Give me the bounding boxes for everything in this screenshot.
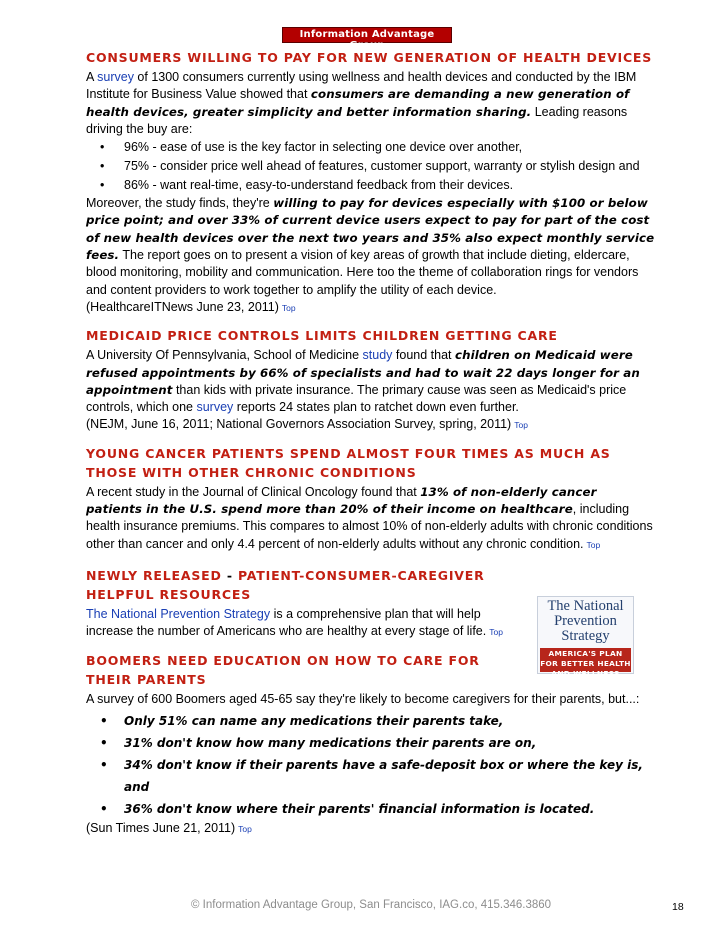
top-link[interactable]: Top — [489, 627, 503, 638]
source-line — [86, 299, 656, 317]
section-title: CONSUMERS WILLING TO PAY FOR NEW GENERATION OF HEALTH DEVICES — [86, 50, 653, 65]
page-number: 18 — [672, 901, 684, 913]
source-text: (NEJM, June 16, 2011; National Governors Association Survey, spring, 2011) — [86, 417, 512, 432]
list-item — [86, 732, 656, 754]
cover-subtitle: AMERICA'S PLAN FOR BETTER HEALTH AND WELLNESS — [540, 649, 631, 678]
source-text: (HealthcareITNews June 23, 2011) — [86, 299, 279, 314]
top-link[interactable]: Top — [238, 823, 252, 834]
prevention-strategy-cover[interactable] — [537, 596, 634, 678]
list-item-text: 31% don't know how many medications their parents are on, — [124, 735, 537, 750]
bullet-icon: • — [100, 178, 105, 193]
list-item-text: 34% don't know if their parents have a safe-deposit box or where the key is, and — [124, 757, 643, 794]
section-resources — [86, 566, 516, 642]
source-line — [86, 416, 656, 434]
section-title: YOUNG CANCER PATIENTS SPEND ALMOST FOUR TIMES AS MUCH AS THOSE WITH OTHER CHRONIC CONDITIONS — [86, 445, 611, 480]
bullet-icon: • — [100, 140, 105, 155]
footer-copyright: © Information Advantage Group, San Francisco, IAG.co, 415.346.3860 — [191, 899, 552, 911]
list-item — [86, 710, 656, 732]
survey-link[interactable]: survey — [97, 70, 134, 84]
paragraph — [86, 69, 656, 138]
bullet-icon: • — [100, 159, 105, 174]
cover-banner — [540, 648, 631, 678]
text: A — [86, 70, 98, 84]
cover-title: The National Prevention Strategy — [547, 598, 624, 644]
top-link[interactable]: Top — [514, 420, 528, 431]
source-text: (Sun Times June 21, 2011) — [86, 820, 236, 835]
text: found that — [392, 348, 455, 363]
list-item — [86, 157, 656, 176]
paragraph — [86, 484, 656, 554]
list-item — [86, 754, 656, 798]
bullet-icon: • — [100, 801, 108, 816]
list-item — [86, 138, 656, 157]
section-title — [86, 566, 516, 604]
section-cancer-costs — [86, 444, 656, 554]
list-item — [86, 176, 656, 195]
paragraph — [86, 347, 656, 416]
section-title: MEDICAID PRICE CONTROLS LIMITS CHILDREN GETTING CARE — [86, 328, 558, 344]
survey-link[interactable]: survey — [196, 400, 234, 415]
list-item-text: Only 51% can name any medications their parents take, — [124, 713, 504, 728]
highlight-text: children on Medicaid were refused appointments by 66% of specialists and had to wait 22 days longer for an appointment — [86, 348, 640, 397]
text: reports 24 states plan to ratchet down even further. — [233, 400, 519, 415]
bullet-list — [86, 138, 656, 195]
bullet-icon: • — [100, 757, 108, 772]
list-item-text: 86% - want real-time, easy-to-understand feedback from their devices. — [124, 178, 514, 193]
highlight-text: consumers are demanding a new generation of health devices, greater simplicity and better information sharing. — [86, 87, 630, 119]
study-link[interactable]: study — [362, 348, 393, 363]
text: , including health insurance premiums. This compares to almost 10% of non-elderly adults with chronic conditions other than cancer and only 4.4 percent of non-elderly adults without any chronic condition. — [86, 502, 653, 551]
list-item-text: 96% - ease of use is the key factor in selecting one device over another, — [124, 140, 523, 155]
section-medicaid — [86, 326, 656, 434]
highlight-text: willing to pay for devices especially with $100 or below price point; and over 33% of current device users expect to pay for part of the cost of new health devices over the next two years and 35% also expect monthly service fees. — [86, 196, 655, 263]
text: The report goes on to present a vision of key areas of growth that include dieting, eldercare, blood monitoring, mobility and communication. Here too the theme of collaboration rings for vendors and content providers to work together to amplify the utility of each device. — [86, 248, 639, 297]
section-title: BOOMERS NEED EDUCATION ON HOW TO CARE FOR THEIR PARENTS — [86, 652, 480, 687]
list-item-text: 75% - consider price well ahead of features, customer support, warranty or stylish design and — [124, 159, 640, 174]
top-link[interactable]: Top — [586, 539, 601, 550]
section-health-devices — [86, 48, 656, 317]
page-content — [86, 48, 656, 838]
highlight-text: 13% of non-elderly cancer patients in the U.S. spend more than 20% of their income on healthcare — [86, 484, 597, 517]
text: A University Of Pennsylvania, School of Medicine — [86, 348, 363, 363]
paragraph — [86, 195, 656, 299]
text: than kids with private insurance. The primary cause was seen as Medicaid's price controls, which one — [86, 382, 627, 415]
bullet-icon: • — [100, 713, 108, 728]
paragraph: A survey of 600 Boomers aged 45-65 say they're likely to become caregivers for their parents, but...: — [86, 691, 640, 706]
text: Moreover, the study finds, they're — [86, 196, 274, 211]
text: Leading reasons driving the buy are: — [86, 104, 628, 136]
text: of 1300 consumers currently using wellness and health devices and conducted by the IBM Institute for Business Value showed that — [86, 70, 637, 102]
paragraph — [86, 606, 516, 642]
list-item-text: 36% don't know where their parents' financial information is located. — [124, 801, 595, 816]
title-separator: - — [221, 567, 238, 583]
text: A recent study in the Journal of Clinical Oncology found that — [86, 484, 421, 499]
org-header-label: Information Advantage Group — [299, 29, 435, 51]
top-link[interactable]: Top — [281, 302, 296, 313]
prevention-strategy-link[interactable]: The National Prevention Strategy — [86, 606, 271, 621]
bullet-list — [86, 710, 656, 820]
source-line — [86, 820, 656, 838]
bullet-icon: • — [100, 735, 108, 750]
list-item — [86, 798, 656, 820]
title-part: PATIENT-CONSUMER-CAREGIVER HELPFUL RESOURCES — [86, 567, 485, 602]
text: is a comprehensive plan that will help increase the number of Americans who are healthy at every stage of life. — [86, 606, 487, 639]
title-part: NEWLY RELEASED — [86, 567, 222, 583]
org-header-banner — [282, 27, 452, 51]
